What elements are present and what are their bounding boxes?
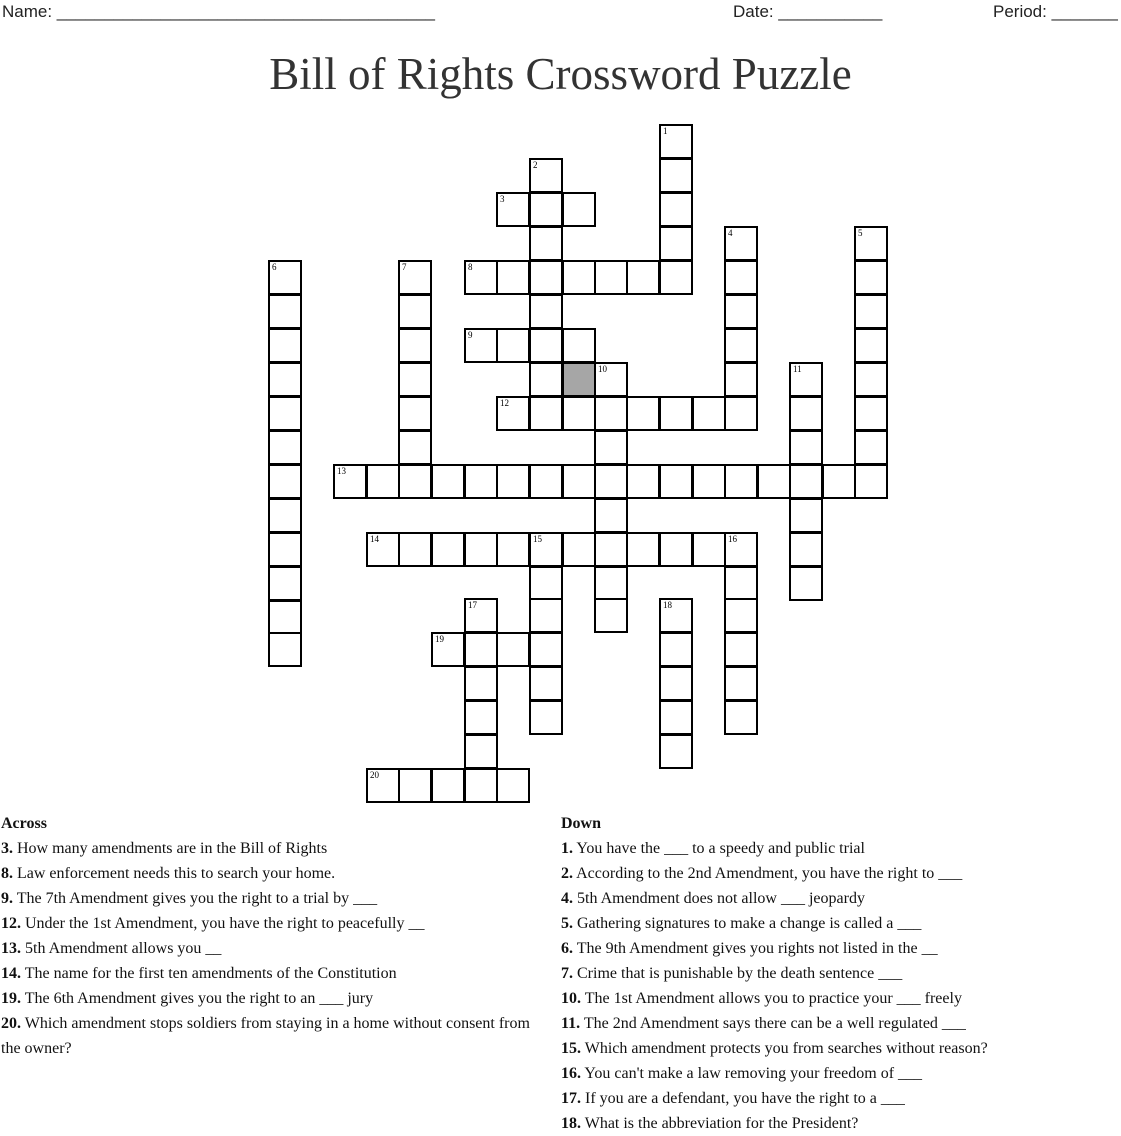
crossword-cell[interactable] xyxy=(724,260,758,295)
down-clue xyxy=(561,1011,1121,1036)
clue-number: 3 xyxy=(500,194,505,204)
crossword-cell[interactable] xyxy=(659,666,693,701)
clue-number: 9 xyxy=(468,330,473,340)
crossword-cell[interactable] xyxy=(496,532,530,567)
crossword-cell[interactable] xyxy=(529,260,563,295)
clue-number-label: 19. xyxy=(1,990,21,1007)
crossword-cell[interactable] xyxy=(529,566,563,601)
crossword-cell[interactable] xyxy=(562,260,596,295)
clue-number: 18 xyxy=(663,600,672,610)
crossword-cell[interactable] xyxy=(529,464,563,499)
crossword-cell[interactable] xyxy=(659,396,693,431)
crossword-cell[interactable] xyxy=(594,532,628,567)
clue-number: 20 xyxy=(370,770,379,780)
clue-text: Under the 1st Amendment, you have the right to peacefully __ xyxy=(21,915,425,932)
crossword-cell[interactable] xyxy=(431,532,465,567)
clue-number: 12 xyxy=(500,398,509,408)
down-clue xyxy=(561,961,1121,986)
crossword-cell[interactable] xyxy=(268,430,302,465)
crossword-cell[interactable] xyxy=(398,464,432,499)
crossword-cell[interactable] xyxy=(659,700,693,735)
crossword-cell[interactable] xyxy=(398,768,432,803)
crossword-cell[interactable] xyxy=(854,260,888,295)
clue-number-label: 7. xyxy=(561,965,573,982)
clue-text: Which amendment stops soldiers from staying in a home without consent from the owner? xyxy=(1,1015,530,1057)
crossword-cell[interactable] xyxy=(529,700,563,735)
clue-number: 11 xyxy=(793,364,802,374)
clue-number: 16 xyxy=(728,534,737,544)
crossword-cell[interactable] xyxy=(464,734,498,769)
crossword-cell[interactable] xyxy=(268,396,302,431)
crossword-cell[interactable] xyxy=(594,566,628,601)
clue-number-label: 17. xyxy=(561,1090,581,1107)
down-clue xyxy=(561,986,1121,1011)
clue-text: The name for the first ten amendments of the Constitution xyxy=(21,965,397,982)
clue-number-label: 1. xyxy=(561,840,573,857)
clue-number-label: 13. xyxy=(1,940,21,957)
clue-text: Gathering signatures to make a change is called a ___ xyxy=(573,915,922,932)
crossword-cell[interactable] xyxy=(529,632,563,667)
crossword-cell[interactable] xyxy=(789,566,823,601)
clue-number-label: 3. xyxy=(1,840,13,857)
crossword-cell[interactable] xyxy=(398,532,432,567)
clue-number-label: 8. xyxy=(1,865,13,882)
crossword-cell[interactable] xyxy=(659,124,693,159)
crossword-cell[interactable] xyxy=(496,632,530,667)
crossword-cell[interactable] xyxy=(398,362,432,397)
crossword-cell[interactable] xyxy=(529,598,563,633)
crossword-cell[interactable] xyxy=(496,396,530,431)
crossword-cell[interactable] xyxy=(431,632,465,667)
clue-number-label: 9. xyxy=(1,890,13,907)
crossword-cell[interactable] xyxy=(854,226,888,261)
crossword-cell[interactable] xyxy=(594,430,628,465)
clue-number: 4 xyxy=(728,228,733,238)
crossword-cell[interactable] xyxy=(268,498,302,533)
crossword-cell[interactable] xyxy=(496,260,530,295)
clue-text: The 1st Amendment allows you to practice your ___ freely xyxy=(581,990,962,1007)
clue-number: 13 xyxy=(337,466,346,476)
clue-number-label: 4. xyxy=(561,890,573,907)
crossword-cell[interactable] xyxy=(431,464,465,499)
crossword-cell[interactable] xyxy=(659,158,693,193)
clue-number: 6 xyxy=(272,262,277,272)
clue-number-label: 11. xyxy=(561,1015,581,1032)
crossword-cell[interactable] xyxy=(431,768,465,803)
across-clue xyxy=(1,861,549,886)
crossword-cell[interactable] xyxy=(529,532,563,567)
clue-number-label: 6. xyxy=(561,940,573,957)
clue-number-label: 5. xyxy=(561,915,573,932)
clue-number-label: 16. xyxy=(561,1065,581,1082)
crossword-cell[interactable] xyxy=(464,632,498,667)
crossword-cell[interactable] xyxy=(398,328,432,363)
crossword-cell[interactable] xyxy=(659,226,693,261)
crossword-cell[interactable] xyxy=(724,362,758,397)
clue-number-label: 15. xyxy=(561,1040,581,1057)
crossword-cell[interactable] xyxy=(724,294,758,329)
clue-text: Law enforcement needs this to search your home. xyxy=(13,865,336,882)
crossword-cell[interactable] xyxy=(854,430,888,465)
crossword-cell[interactable] xyxy=(594,260,628,295)
crossword-cell[interactable] xyxy=(854,294,888,329)
across-clue xyxy=(1,1011,549,1061)
crossword-cell[interactable] xyxy=(659,532,693,567)
clue-number: 8 xyxy=(468,262,473,272)
crossword-cell[interactable] xyxy=(594,598,628,633)
clue-number-label: 12. xyxy=(1,915,21,932)
crossword-cell[interactable] xyxy=(692,396,726,431)
crossword-cell[interactable] xyxy=(496,328,530,363)
crossword-cell[interactable] xyxy=(464,768,498,803)
crossword-cell[interactable] xyxy=(464,532,498,567)
period-field-label: Period: _______ xyxy=(993,2,1118,21)
clue-number-label: 10. xyxy=(561,990,581,1007)
crossword-cell[interactable] xyxy=(724,464,758,499)
crossword-cell[interactable] xyxy=(398,294,432,329)
crossword-cell[interactable] xyxy=(529,226,563,261)
crossword-cell[interactable] xyxy=(464,328,498,363)
crossword-cell[interactable] xyxy=(398,396,432,431)
clue-number-label: 20. xyxy=(1,1015,21,1032)
crossword-cell[interactable] xyxy=(659,598,693,633)
crossword-cell[interactable] xyxy=(822,464,856,499)
crossword-cell[interactable] xyxy=(594,464,628,499)
crossword-cell[interactable] xyxy=(464,260,498,295)
clue-number-label: 2. xyxy=(561,865,573,882)
crossword-cell[interactable] xyxy=(724,666,758,701)
crossword-cell[interactable] xyxy=(464,700,498,735)
crossword-cell[interactable] xyxy=(724,632,758,667)
clue-number-label: 14. xyxy=(1,965,21,982)
crossword-cell[interactable] xyxy=(789,498,823,533)
clue-number: 19 xyxy=(435,634,444,644)
crossword-cell[interactable] xyxy=(724,700,758,735)
clue-text: You can't make a law removing your freedom of ___ xyxy=(581,1065,923,1082)
down-clue xyxy=(561,861,1121,886)
down-clue xyxy=(561,836,1121,861)
crossword-cell[interactable] xyxy=(496,464,530,499)
clue-text: How many amendments are in the Bill of Rights xyxy=(13,840,328,857)
crossword-cell[interactable] xyxy=(854,464,888,499)
down-clue xyxy=(561,1111,1121,1136)
across-clue xyxy=(1,986,549,1011)
crossword-cell[interactable] xyxy=(464,666,498,701)
crossword-cell[interactable] xyxy=(854,328,888,363)
clue-text: The 9th Amendment gives you rights not listed in the __ xyxy=(573,940,938,957)
clue-text: If you are a defendant, you have the right to a ___ xyxy=(581,1090,905,1107)
crossword-cell[interactable] xyxy=(789,362,823,397)
clue-number: 10 xyxy=(598,364,607,374)
clue-text: 5th Amendment does not allow ___ jeopardy xyxy=(573,890,865,907)
crossword-cell[interactable] xyxy=(626,532,660,567)
across-clue xyxy=(1,936,549,961)
crossword-cell[interactable] xyxy=(789,396,823,431)
clue-text: Crime that is punishable by the death sentence ___ xyxy=(573,965,903,982)
clue-number: 7 xyxy=(402,262,407,272)
down-clue xyxy=(561,911,1121,936)
down-clues xyxy=(561,811,1121,1136)
down-clue xyxy=(561,886,1121,911)
crossword-cell[interactable] xyxy=(366,464,400,499)
crossword-cell[interactable] xyxy=(724,566,758,601)
crossword-cell[interactable] xyxy=(594,396,628,431)
crossword-cell[interactable] xyxy=(659,632,693,667)
across-clue xyxy=(1,961,549,986)
crossword-cell[interactable] xyxy=(626,260,660,295)
clue-text: What is the abbreviation for the President? xyxy=(581,1115,859,1132)
crossword-cell[interactable] xyxy=(692,464,726,499)
crossword-cell[interactable] xyxy=(529,666,563,701)
crossword-cell[interactable] xyxy=(268,600,302,635)
crossword-cell[interactable] xyxy=(659,464,693,499)
down-clue xyxy=(561,1061,1121,1086)
clue-number-label: 18. xyxy=(561,1115,581,1132)
crossword-cell[interactable] xyxy=(594,498,628,533)
crossword-cell[interactable] xyxy=(398,260,432,295)
crossword-cell[interactable] xyxy=(626,464,660,499)
clue-text: The 2nd Amendment says there can be a well regulated ___ xyxy=(580,1015,966,1032)
crossword-cell[interactable] xyxy=(724,226,758,261)
clue-text: 5th Amendment allows you __ xyxy=(21,940,222,957)
crossword-cell[interactable] xyxy=(757,464,791,499)
down-clue xyxy=(561,1086,1121,1111)
down-heading: Down xyxy=(561,815,602,832)
crossword-cell[interactable] xyxy=(268,260,302,295)
name-field-label: Name: ________________________________________ xyxy=(2,2,435,21)
crossword-cell[interactable] xyxy=(562,396,596,431)
clue-text: Which amendment protects you from searches without reason? xyxy=(581,1040,988,1057)
crossword-cell[interactable] xyxy=(724,532,758,567)
crossword-cell[interactable] xyxy=(268,294,302,329)
across-clue xyxy=(1,911,549,936)
crossword-cell[interactable] xyxy=(854,396,888,431)
crossword-cell[interactable] xyxy=(529,328,563,363)
clue-text: The 7th Amendment gives you the right to a trial by ___ xyxy=(13,890,378,907)
puzzle-title: Bill of Rights Crossword Puzzle xyxy=(269,49,852,99)
crossword-cell[interactable] xyxy=(854,362,888,397)
across-heading: Across xyxy=(1,815,47,832)
down-clue xyxy=(561,936,1121,961)
crossword-cell[interactable] xyxy=(724,598,758,633)
crossword-cell[interactable] xyxy=(366,532,400,567)
crossword-cell[interactable] xyxy=(333,464,367,499)
crossword-cell[interactable] xyxy=(496,768,530,803)
crossword-cell[interactable] xyxy=(268,464,302,499)
across-clue xyxy=(1,836,549,861)
crossword-cell[interactable] xyxy=(562,328,596,363)
crossword-cell[interactable] xyxy=(496,192,530,227)
crossword-cell[interactable] xyxy=(659,260,693,295)
crossword-cell[interactable] xyxy=(268,632,302,667)
crossword-cell[interactable] xyxy=(529,192,563,227)
crossword-cell[interactable] xyxy=(529,294,563,329)
crossword-cell[interactable] xyxy=(268,532,302,567)
clue-number: 17 xyxy=(468,600,477,610)
crossword-cell[interactable] xyxy=(724,328,758,363)
clue-number: 1 xyxy=(663,126,668,136)
crossword-cell[interactable] xyxy=(692,532,726,567)
crossword-cell[interactable] xyxy=(562,192,596,227)
crossword-cell[interactable] xyxy=(464,464,498,499)
clue-text: According to the 2nd Amendment, you have the right to ___ xyxy=(573,865,963,882)
crossword-cell[interactable] xyxy=(626,396,660,431)
clue-text: The 6th Amendment gives you the right to an ___ jury xyxy=(21,990,374,1007)
crossword-cell[interactable] xyxy=(659,192,693,227)
crossword-cell[interactable] xyxy=(529,396,563,431)
crossword-cell[interactable] xyxy=(529,158,563,193)
crossword-cell[interactable] xyxy=(529,362,563,397)
down-clue xyxy=(561,1036,1121,1061)
crossword-cell[interactable] xyxy=(789,430,823,465)
shaded-cell xyxy=(562,362,596,397)
crossword-cell[interactable] xyxy=(724,396,758,431)
clue-number: 2 xyxy=(533,160,538,170)
crossword-cell[interactable] xyxy=(594,362,628,397)
date-field-label: Date: ___________ xyxy=(733,2,883,21)
crossword-cell[interactable] xyxy=(268,328,302,363)
crossword-cell[interactable] xyxy=(268,362,302,397)
clue-number: 14 xyxy=(370,534,379,544)
crossword-cell[interactable] xyxy=(268,566,302,601)
clue-number: 5 xyxy=(858,228,863,238)
crossword-cell[interactable] xyxy=(789,464,823,499)
crossword-cell[interactable] xyxy=(464,598,498,633)
crossword-cell[interactable] xyxy=(562,532,596,567)
crossword-cell[interactable] xyxy=(659,734,693,769)
crossword-cell[interactable] xyxy=(366,768,400,803)
across-clue xyxy=(1,886,549,911)
crossword-cell[interactable] xyxy=(562,464,596,499)
crossword-cell[interactable] xyxy=(398,430,432,465)
across-clues xyxy=(1,811,549,1061)
crossword-cell[interactable] xyxy=(789,532,823,567)
clue-number: 15 xyxy=(533,534,542,544)
clue-text: You have the ___ to a speedy and public trial xyxy=(573,840,865,857)
